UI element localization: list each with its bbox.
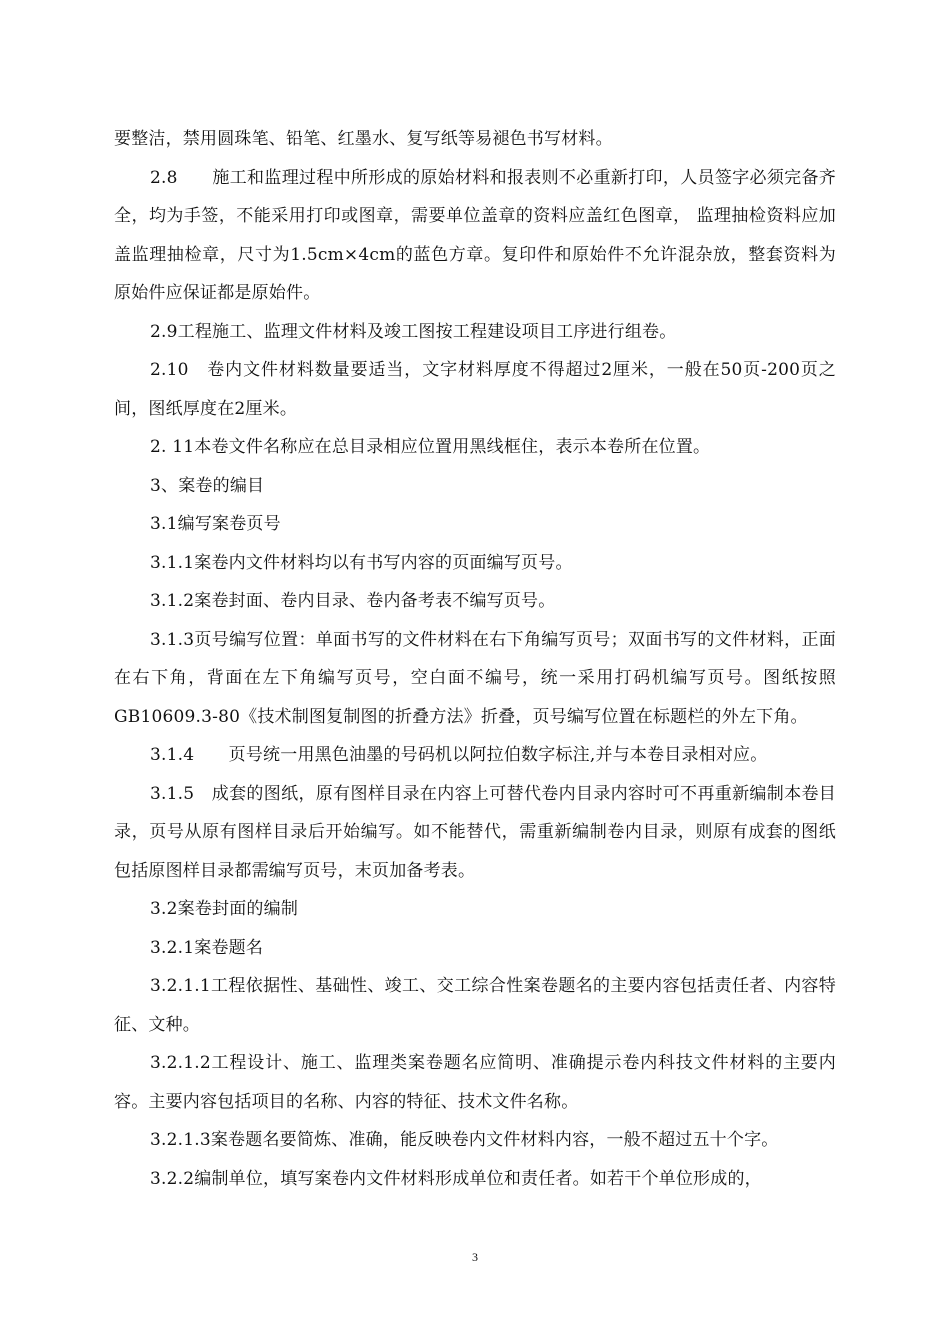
paragraph: 3.1.2案卷封面、卷内目录、卷内备考表不编写页号。 — [150, 591, 556, 611]
paragraph: 3.2案卷封面的编制 — [150, 899, 299, 919]
paragraph: 2. 11本卷文件名称应在总目录相应位置用黑线框住，表示本卷所在位置。 — [150, 437, 711, 457]
paragraph: 3.2.2编制单位，填写案卷内文件材料形成单位和责任者。如若干个单位形成的， — [150, 1168, 762, 1189]
paragraph: 3.1编写案卷页号 — [150, 514, 281, 534]
paragraph: 3.2.1.3案卷题名要简炼、准确，能反映卷内文件材料内容，一般不超过五十个字。 — [150, 1130, 779, 1150]
document-body — [114, 120, 836, 1198]
paragraph: 3、案卷的编目 — [150, 475, 265, 496]
paragraph: 3.2.1.1工程依据性、基础性、竣工、交工综合性案卷题名的主要内容包括责任者、内容特征、文种。 — [114, 976, 836, 1035]
paragraph: 3.1.3页号编写位置：单面书写的文件材料在右下角编写页号；双面书写的文件材料，正面在右下角，背面在左下角编写页号，空白面不编号，统一采用打码机编写页号。图纸按照GB10609.3-80《技术制图复制图的折叠方法》折叠，页号编写位置在标题栏的外左下角。 — [114, 629, 836, 727]
paragraph: 2.9工程施工、监理文件材料及竣工图按工程建设项目工序进行组卷。 — [150, 321, 677, 342]
paragraph: 3.2.1.2工程设计、施工、监理类案卷题名应简明、准确提示卷内科技文件材料的主要内容。主要内容包括项目的名称、内容的特征、技术文件名称。 — [114, 1053, 836, 1112]
paragraph: 3.2.1案卷题名 — [150, 937, 264, 958]
page-number: 3 — [472, 1250, 478, 1264]
paragraph: 2.8 施工和监理过程中所形成的原始材料和报表则不必重新打印，人员签字必须完备齐全，均为手签，不能采用打印或图章，需要单位盖章的资料应盖红色图章， 监理抽检资料应加盖监理抽检章，尺寸为1.5cm×4cm的蓝色方章。复印件和原始件不允许混杂放，整套资料为原始件应保证都是原始件。 — [114, 167, 836, 303]
paragraph: 2.10 卷内文件材料数量要适当，文字材料厚度不得超过2厘米，一般在50页-200页之间，图纸厚度在2厘米。 — [114, 360, 836, 419]
paragraph: 3.1.5 成套的图纸，原有图样目录在内容上可替代卷内目录内容时可不再重新编制本卷目录，页号从原有图样目录后开始编写。如不能替代，需重新编制卷内目录，则原有成套的图纸包括原图样目录都需编写页号，末页加备考表。 — [114, 783, 836, 881]
paragraph: 要整洁，禁用圆珠笔、铅笔、红墨水、复写纸等易褪色书写材料。 — [114, 129, 613, 149]
paragraph: 3.1.4 页号统一用黑色油墨的号码机以阿拉伯数字标注,并与本卷目录相对应。 — [150, 745, 768, 765]
paragraph: 3.1.1案卷内文件材料均以有书写内容的页面编写页号。 — [150, 552, 573, 573]
